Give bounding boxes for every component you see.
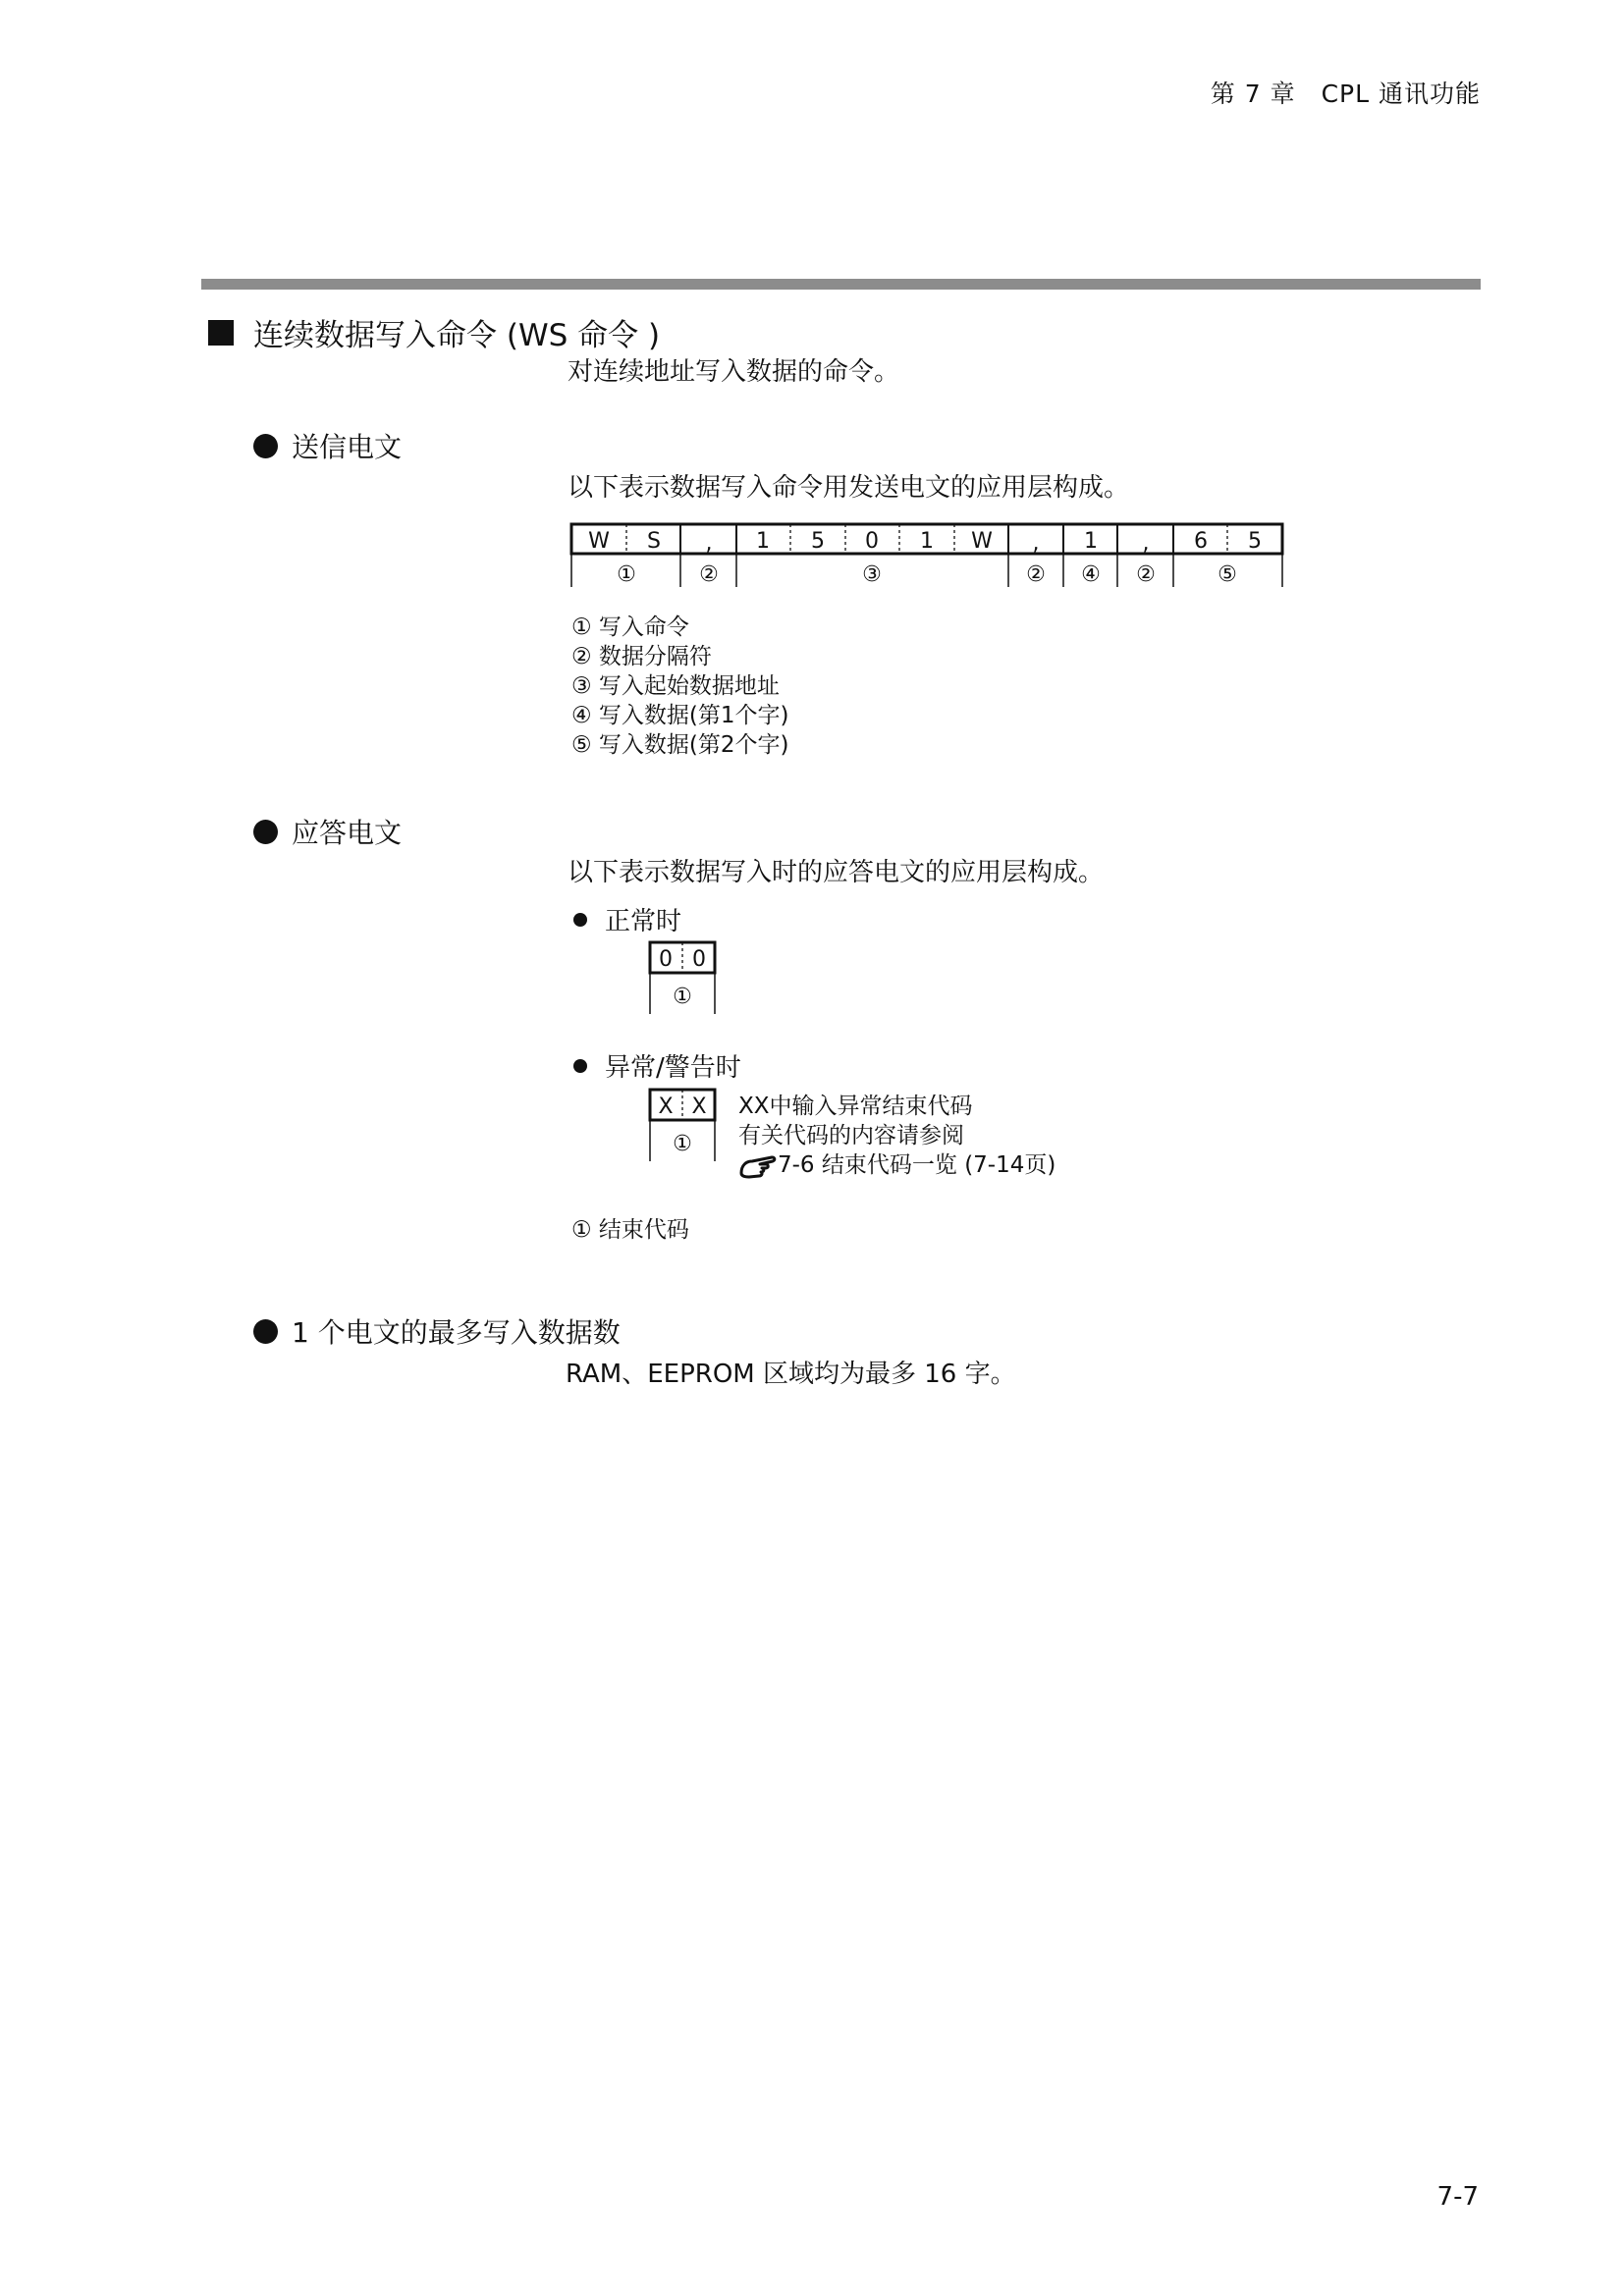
- frame-label: ④: [1081, 562, 1101, 587]
- error-notes: [738, 1092, 1056, 1180]
- response-description: 以下表示数据写入时的应答电文的应用层构成。: [568, 858, 1105, 887]
- error-heading-text: 异常/警告时: [605, 1053, 741, 1083]
- frame-cell: S: [647, 529, 661, 554]
- frame-cell: W: [588, 529, 610, 554]
- frame-label: ①: [673, 985, 692, 1009]
- section-title-text: 连续数据写入命令 (WS 命令 ): [253, 318, 661, 353]
- frame-label: ⑤: [1218, 562, 1237, 587]
- frame-label: ①: [617, 562, 636, 587]
- legend-item: ① 写入命令: [571, 614, 689, 640]
- page-number: 7-7: [1436, 2182, 1479, 2212]
- frame-cell: ,: [1142, 531, 1150, 556]
- frame-label: ③: [862, 562, 882, 587]
- frame-cell: 6: [1194, 529, 1208, 554]
- frame-cell: 1: [920, 529, 934, 554]
- error-note-line: XX中输入异常结束代码: [738, 1094, 973, 1119]
- square-bullet-icon: [208, 320, 234, 346]
- section-title: [208, 310, 660, 354]
- error-reference-text: 7-6 结束代码一览 (7-14页): [778, 1152, 1056, 1178]
- maxwrite-description: RAM、EEPROM 区域均为最多 16 字。: [566, 1360, 1016, 1389]
- small-bullet-icon: [573, 1059, 587, 1073]
- send-description: 以下表示数据写入命令用发送电文的应用层构成。: [568, 473, 1130, 503]
- response-legend: ① 结束代码: [571, 1217, 689, 1243]
- frame-cell: ,: [1032, 531, 1040, 556]
- frame-label: ②: [1136, 562, 1156, 587]
- error-reference: [738, 1150, 1056, 1180]
- frame-label: ②: [1026, 562, 1046, 587]
- frame-cell: X: [691, 1095, 707, 1119]
- frame-cell: 1: [1084, 529, 1098, 554]
- section-divider: [201, 279, 1481, 290]
- maxwrite-heading: [253, 1311, 621, 1351]
- send-legend: [571, 613, 789, 760]
- maxwrite-heading-text: 1 个电文的最多写入数据数: [292, 1316, 621, 1349]
- small-bullet-icon: [573, 913, 587, 927]
- frame-cell: 1: [756, 529, 770, 554]
- bullet-dot-icon: [253, 820, 278, 844]
- frame-cell: 5: [811, 529, 825, 554]
- frame-cell: 0: [865, 529, 879, 554]
- legend-item: ⑤ 写入数据(第2个字): [571, 732, 789, 758]
- normal-frame-diagram: [643, 937, 722, 1022]
- error-note-line: 有关代码的内容请参阅: [738, 1123, 964, 1148]
- legend-item: ② 数据分隔符: [571, 644, 712, 669]
- legend-item: ③ 写入起始数据地址: [571, 673, 780, 699]
- error-frame-diagram: [643, 1085, 722, 1169]
- response-heading: [253, 812, 402, 851]
- pointing-hand-icon: [738, 1151, 778, 1179]
- bullet-dot-icon: [253, 1319, 278, 1344]
- normal-heading-text: 正常时: [605, 907, 682, 936]
- response-heading-text: 应答电文: [292, 817, 403, 849]
- send-heading-text: 送信电文: [292, 431, 403, 463]
- section-intro: 对连续地址写入数据的命令。: [568, 357, 900, 387]
- error-heading: [573, 1047, 741, 1084]
- chapter-header: 第 7 章 CPL 通讯功能: [1210, 80, 1481, 108]
- bullet-dot-icon: [253, 434, 278, 458]
- frame-cell: W: [971, 529, 993, 554]
- send-heading: [253, 426, 402, 465]
- frame-cell: 5: [1248, 529, 1262, 554]
- frame-cell: 0: [692, 947, 706, 972]
- frame-cell: ,: [705, 531, 713, 556]
- frame-cell: X: [658, 1095, 674, 1119]
- frame-label: ①: [673, 1132, 692, 1156]
- frame-cell: 0: [659, 947, 673, 972]
- send-frame-diagram: [560, 516, 1296, 597]
- legend-item: ④ 写入数据(第1个字): [571, 703, 789, 728]
- normal-heading: [573, 901, 681, 937]
- frame-label: ②: [699, 562, 719, 587]
